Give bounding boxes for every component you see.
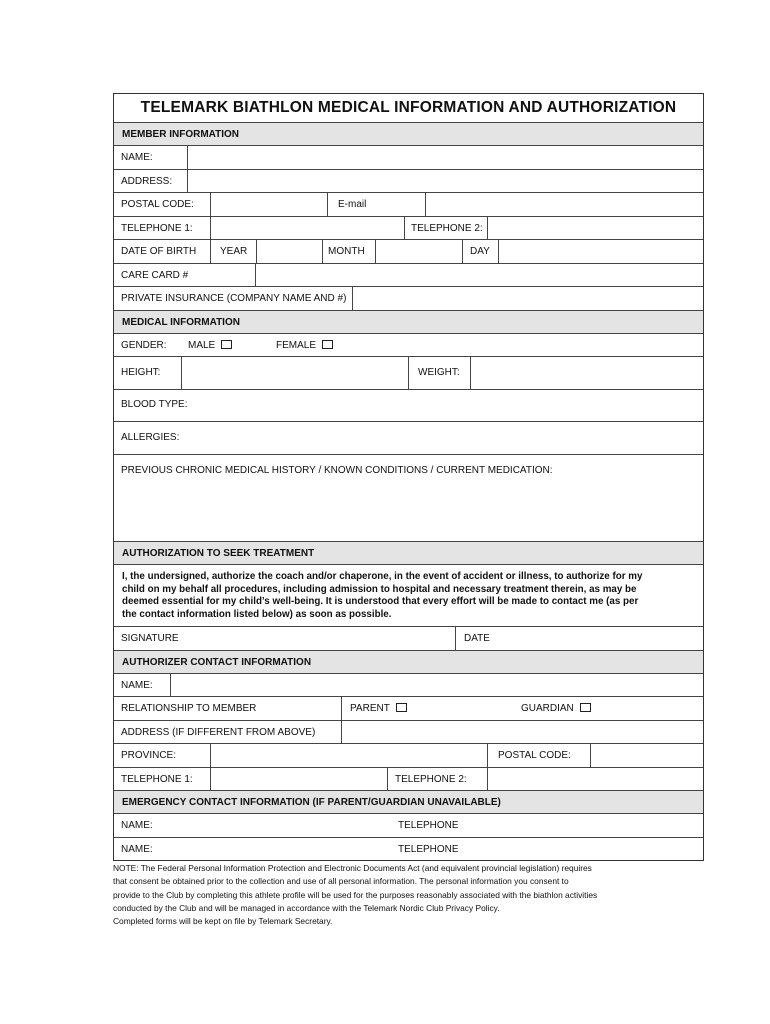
- male-option: [181, 334, 232, 357]
- member-postal-label: POSTAL CODE:: [121, 199, 194, 210]
- authorizer-telephone1-label: TELEPHONE 1:: [121, 773, 193, 785]
- divider: [341, 697, 342, 720]
- member-telephone2-field[interactable]: [487, 217, 703, 240]
- emergency-contact-row: [114, 813, 703, 837]
- female-checkbox[interactable]: [322, 340, 333, 349]
- divider: [408, 357, 409, 389]
- dob-month-label: MONTH: [328, 246, 365, 257]
- authorizer-heading: AUTHORIZER CONTACT INFORMATION: [114, 650, 703, 673]
- allergies-row[interactable]: [114, 421, 703, 454]
- authorizer-name-label: NAME:: [121, 679, 153, 691]
- date-label: DATE: [464, 633, 490, 644]
- care-card-field[interactable]: [255, 264, 703, 287]
- signature-field[interactable]: [204, 627, 461, 650]
- emergency-heading: EMERGENCY CONTACT INFORMATION (IF PARENT/GUARDIAN UNAVAILABLE): [114, 790, 703, 813]
- male-label: MALE: [188, 339, 216, 351]
- form-title: TELEMARK BIATHLON MEDICAL INFORMATION AND AUTHORIZATION: [140, 99, 677, 116]
- parent-option: [343, 697, 407, 720]
- authorizer-telephone1-field[interactable]: [210, 768, 394, 791]
- authorizer-address-label: ADDRESS (IF DIFFERENT FROM ABOVE): [121, 726, 316, 738]
- date-field[interactable]: [494, 627, 703, 650]
- signature-label: SIGNATURE: [121, 633, 179, 644]
- height-weight-row: [114, 356, 703, 389]
- dob-year-field[interactable]: [256, 240, 329, 263]
- member-email-field[interactable]: [425, 193, 703, 216]
- dob-year-label: YEAR: [220, 246, 248, 257]
- male-checkbox[interactable]: [221, 340, 232, 349]
- member-name-label: NAME:: [121, 152, 153, 163]
- divider: [487, 744, 488, 767]
- dob-month-field[interactable]: [375, 240, 469, 263]
- allergies-label: ALLERGIES:: [121, 432, 180, 443]
- member-name-field[interactable]: [187, 146, 703, 169]
- authorizer-address-row: [114, 720, 703, 744]
- emergency-telephone-field[interactable]: [459, 814, 703, 837]
- member-telephone-row: [114, 216, 703, 240]
- member-address-field[interactable]: [187, 170, 703, 193]
- care-card-label: CARE CARD #: [121, 269, 189, 281]
- relationship-label: RELATIONSHIP TO MEMBER: [121, 703, 257, 714]
- private-insurance-row: [114, 286, 703, 310]
- member-name-row: [114, 145, 703, 169]
- dob-day-field[interactable]: [498, 240, 703, 263]
- member-telephone1-field[interactable]: [210, 217, 411, 240]
- emergency-telephone-field[interactable]: [459, 838, 703, 861]
- authorization-line: child on my behalf all procedures, including admission to hospital and necessary treatment therein, as may be: [122, 583, 637, 595]
- authorizer-address-field[interactable]: [341, 721, 703, 744]
- member-telephone2-label: TELEPHONE 2:: [411, 222, 483, 234]
- authorization-statement: [114, 564, 703, 626]
- member-telephone1-label: TELEPHONE 1:: [121, 222, 193, 234]
- height-field[interactable]: [181, 357, 415, 389]
- note-line: conducted by the Club and will be managed in accordance with the Telemark Nordic Club Privacy Policy.: [113, 902, 500, 913]
- emergency-name-field[interactable]: [170, 838, 397, 861]
- parent-checkbox[interactable]: [396, 703, 407, 712]
- member-address-row: [114, 169, 703, 193]
- blood-type-row[interactable]: [114, 389, 703, 421]
- note-line: Completed forms will be kept on file by Telemark Secretary.: [113, 916, 333, 927]
- authorization-line: deemed essential for my child’s well-being. It is understood that every effort will be made to contact me (as per: [122, 596, 639, 608]
- note-line: provide to the Club by completing this athlete profile will be used for the purposes reasonably associated with the biathlon activities: [113, 889, 598, 900]
- member-postal-row: [114, 192, 703, 216]
- province-field[interactable]: [210, 744, 494, 767]
- emergency-name-label: NAME:: [121, 843, 153, 855]
- authorizer-postal-field[interactable]: [590, 744, 703, 767]
- authorization-text: [114, 565, 703, 621]
- note-line: NOTE: The Federal Personal Information Protection and Electronic Documents Act (and equivalent provincial legislation) requires: [113, 863, 592, 873]
- privacy-note: [113, 862, 713, 928]
- parent-label: PARENT: [350, 703, 390, 714]
- authorization-heading: AUTHORIZATION TO SEEK TREATMENT: [114, 541, 703, 564]
- divider: [210, 240, 211, 263]
- authorizer-name-row: [114, 673, 703, 697]
- gender-row: [114, 333, 703, 357]
- province-label: PROVINCE:: [121, 750, 177, 761]
- guardian-checkbox[interactable]: [580, 703, 591, 712]
- signature-row: [114, 626, 703, 650]
- emergency-telephone-label: TELEPHONE: [398, 843, 459, 855]
- medical-history-row[interactable]: [114, 454, 703, 541]
- authorizer-postal-label: POSTAL CODE:: [498, 750, 571, 761]
- emergency-name-field[interactable]: [170, 814, 397, 837]
- emergency-contact-row: [114, 837, 703, 861]
- member-address-label: ADDRESS:: [121, 175, 173, 187]
- medical-info-heading: MEDICAL INFORMATION: [114, 310, 703, 333]
- medical-form: [113, 93, 704, 861]
- emergency-name-label: NAME:: [121, 820, 153, 831]
- female-option: [269, 334, 333, 357]
- relationship-row: [114, 696, 703, 720]
- dob-day-label: DAY: [470, 246, 490, 257]
- authorization-line: I, the undersigned, authorize the coach and/or chaperone, in the event of accident or illness, to authorize for my: [122, 571, 643, 582]
- divider: [455, 627, 456, 650]
- guardian-label: GUARDIAN: [521, 703, 574, 714]
- authorizer-telephone-row: [114, 767, 703, 791]
- dob-label: DATE OF BIRTH: [121, 246, 197, 257]
- authorization-line: the contact information listed below) as soon as possible.: [122, 608, 392, 620]
- emergency-telephone-label: TELEPHONE: [398, 820, 459, 831]
- authorizer-telephone2-field[interactable]: [487, 768, 703, 791]
- divider: [327, 193, 328, 216]
- note-line: that consent be obtained prior to the collection and use of all personal information. The personal information you consent to: [113, 876, 569, 887]
- private-insurance-field[interactable]: [352, 287, 703, 310]
- private-insurance-label: PRIVATE INSURANCE (COMPANY NAME AND #): [121, 293, 347, 304]
- care-card-row: [114, 263, 703, 287]
- guardian-option: [514, 697, 591, 720]
- gender-label: GENDER:: [121, 339, 167, 351]
- member-email-label: E-mail: [338, 199, 367, 210]
- medical-history-label: PREVIOUS CHRONIC MEDICAL HISTORY / KNOWN CONDITIONS / CURRENT MEDICATION:: [121, 465, 553, 476]
- authorizer-telephone2-label: TELEPHONE 2:: [395, 773, 467, 785]
- weight-label: WEIGHT:: [418, 367, 460, 378]
- female-label: FEMALE: [276, 339, 317, 351]
- member-dob-row: [114, 239, 703, 263]
- member-info-heading: MEMBER INFORMATION: [114, 122, 703, 145]
- blood-type-label: BLOOD TYPE:: [121, 399, 188, 410]
- province-row: [114, 743, 703, 767]
- member-postal-field[interactable]: [210, 193, 334, 216]
- height-label: HEIGHT:: [121, 367, 161, 378]
- weight-field[interactable]: [470, 357, 703, 389]
- authorizer-name-field[interactable]: [170, 674, 703, 697]
